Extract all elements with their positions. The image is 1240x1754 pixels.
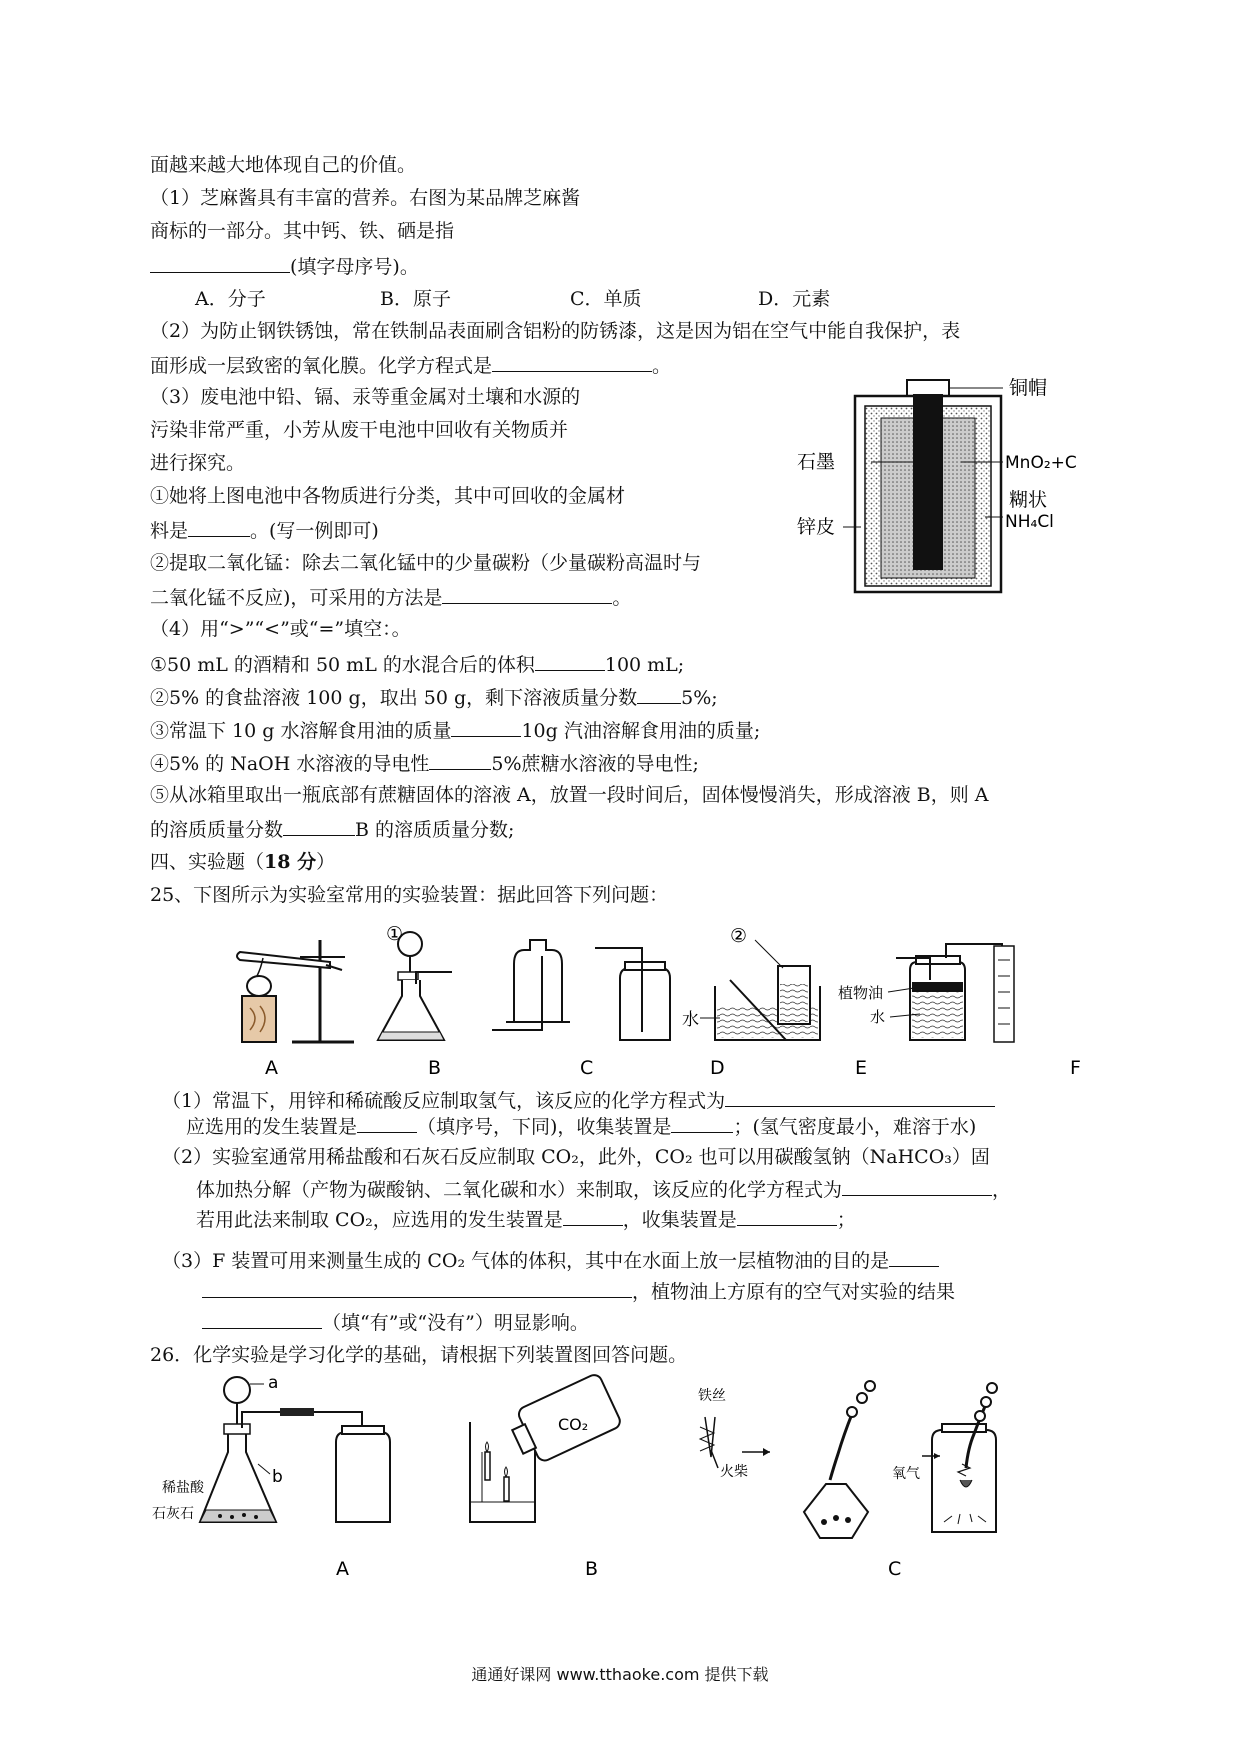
option-c: C．单质 bbox=[570, 288, 642, 310]
footer-credit: 通通好课网 www.tthaoke.com 提供下载 bbox=[471, 1665, 769, 1684]
answer-blank[interactable] bbox=[188, 516, 250, 537]
q24-part1-line1: （1）芝麻酱具有丰富的营养。右图为某品牌芝麻酱 bbox=[150, 187, 581, 209]
q25-s3-line1: （3）F 装置可用来测量生成的 CO₂ 气体的体积，其中在水面上放一层植物油的目的是 bbox=[162, 1246, 939, 1274]
option-d: D．元素 bbox=[758, 288, 831, 310]
iron-wire-label: 铁丝 bbox=[698, 1388, 726, 1404]
q24-part2-line2: 面形成一层致密的氧化膜。化学方程式是 。 bbox=[150, 351, 671, 379]
q24-part3-line4: ①她将上图电池中各物质进行分类，其中可回收的金属材 bbox=[150, 485, 626, 507]
q25-s3-line3: （填“有”或“没有”）明显影响。 bbox=[202, 1308, 589, 1336]
q25-stem: 25、下图所示为实验室常用的实验装置：据此回答下列问题： bbox=[150, 884, 669, 906]
answer-blank[interactable] bbox=[283, 815, 355, 836]
q24-part1-line2: 商标的一部分。其中钙、铁、硒是指 bbox=[150, 220, 455, 242]
fig-label-c: C bbox=[580, 1057, 594, 1079]
answer-blank[interactable] bbox=[671, 1112, 733, 1133]
hint-text: (填字母序号)。 bbox=[290, 256, 419, 278]
mno2-label: MnO₂+C bbox=[1005, 453, 1077, 473]
option-b: B．原子 bbox=[380, 288, 451, 310]
q24-part4-item2: ②5% 的食盐溶液 100 g，取出 50 g，剩下溶液质量分数 5%; bbox=[150, 683, 718, 711]
answer-blank[interactable] bbox=[202, 1308, 322, 1329]
q24-part4-line: （4）用“>”“<”或“=”填空：。 bbox=[150, 618, 411, 640]
q25-s3-line2: ，植物油上方原有的空气对实验的结果 bbox=[202, 1277, 955, 1305]
answer-blank[interactable] bbox=[492, 351, 652, 372]
answer-blank[interactable] bbox=[563, 1205, 623, 1226]
zinc-label: 锌皮 bbox=[797, 516, 836, 538]
oxygen-label: 氧气 bbox=[892, 1466, 920, 1482]
answer-blank[interactable] bbox=[451, 716, 521, 737]
limestone-label: 石灰石 bbox=[152, 1506, 194, 1522]
answer-blank[interactable] bbox=[842, 1175, 992, 1196]
water-label-f: 水 bbox=[870, 1008, 886, 1026]
q24-part4-item3: ③常温下 10 g 水溶解食用油的质量 10g 汽油溶解食用油的质量; bbox=[150, 716, 760, 744]
answer-blank[interactable] bbox=[737, 1205, 837, 1226]
answer-blank[interactable] bbox=[442, 583, 612, 604]
q25-s2-line3: 若用此法来制取 CO₂，应选用的发生装置是 ，收集装置是 ； bbox=[196, 1205, 856, 1233]
answer-blank[interactable] bbox=[637, 683, 681, 704]
label-b-small: b bbox=[272, 1467, 283, 1487]
marker-2: ② bbox=[730, 925, 748, 947]
section-title: 四、实验题（18 分） bbox=[150, 851, 336, 873]
answer-blank[interactable] bbox=[150, 252, 290, 273]
battery-diagram bbox=[795, 372, 1095, 602]
apparatus-d bbox=[595, 948, 670, 1040]
q24-part3-line7: 二氧化锰不反应)，可采用的方法是 。 bbox=[150, 583, 631, 611]
q24-part4-item5-cont: 的溶质质量分数 B 的溶质质量分数; bbox=[150, 815, 514, 843]
graphite-label: 石墨 bbox=[797, 451, 836, 473]
oil-label: 植物油 bbox=[838, 984, 884, 1002]
figure-a bbox=[152, 1373, 390, 1522]
nh4cl-label: NH₄Cl bbox=[1005, 512, 1054, 532]
answer-blank[interactable] bbox=[725, 1086, 995, 1107]
apparatus-a bbox=[237, 940, 354, 1042]
q24-part4-item4: ④5% 的 NaOH 水溶液的导电性 5%蔗糖水溶液的导电性; bbox=[150, 749, 699, 777]
water-label-e: 水 bbox=[682, 1010, 699, 1030]
q24-part1-line3 bbox=[150, 252, 419, 280]
figure-c bbox=[698, 1381, 997, 1538]
q24-part3-line2: 污染非常严重，小芳从废干电池中回收有关物质并 bbox=[150, 419, 569, 441]
paste-label: 糊状 bbox=[1009, 489, 1048, 511]
option-a: A．分子 bbox=[195, 288, 266, 310]
q24-part4-item1: ①50 mL 的酒精和 50 mL 的水混合后的体积 100 mL; bbox=[150, 650, 684, 678]
fig-label-e: E bbox=[855, 1057, 868, 1079]
answer-blank[interactable] bbox=[202, 1277, 632, 1298]
q26-stem: 26．化学实验是学习化学的基础，请根据下列装置图回答问题。 bbox=[150, 1344, 688, 1366]
apparatus-e bbox=[682, 925, 820, 1040]
q24-part2-line1: （2）为防止钢铁锈蚀，常在铁制品表面刷含铝粉的防锈漆，这是因为铝在空气中能自我保护，表 bbox=[150, 320, 961, 342]
q25-s1-line2: 应选用的发生装置是 （填序号，下同)，收集装置是 ；(氢气密度最小，难溶于水) bbox=[186, 1112, 976, 1140]
q25-apparatus-figure bbox=[230, 910, 1130, 1080]
fig-label-d: D bbox=[710, 1057, 725, 1079]
apparatus-b bbox=[378, 932, 452, 1040]
fig-label-a: A bbox=[265, 1057, 278, 1079]
fig26-label-c: C bbox=[888, 1558, 902, 1580]
answer-blank[interactable] bbox=[535, 650, 605, 671]
intro-line: 面越来越大地体现自己的价值。 bbox=[150, 154, 417, 176]
q25-s1-line1: （1）常温下，用锌和稀硫酸反应制取氢气，该反应的化学方程式为 bbox=[162, 1086, 995, 1114]
co2-label: CO₂ bbox=[558, 1415, 589, 1434]
q24-part3-line5: 料是 。(写一例即可) bbox=[150, 516, 379, 544]
q24-part3-line3: 进行探究。 bbox=[150, 452, 246, 474]
fig-label-f: F bbox=[1070, 1057, 1081, 1079]
apparatus-f bbox=[838, 944, 1014, 1042]
fig26-label-b: B bbox=[585, 1558, 599, 1580]
copper-cap-label: 铜帽 bbox=[1009, 377, 1048, 399]
q25-s2-line1: （2）实验室通常用稀盐酸和石灰石反应制取 CO₂，此外，CO₂ 也可以用碳酸氢钠（NaHCO₃）固 bbox=[162, 1146, 990, 1168]
answer-blank[interactable] bbox=[889, 1246, 939, 1267]
answer-blank[interactable] bbox=[357, 1112, 417, 1133]
label-a-small: a bbox=[268, 1373, 279, 1393]
answer-blank[interactable] bbox=[429, 749, 491, 770]
match-label: 火柴 bbox=[720, 1464, 748, 1480]
q24-part3-line6: ②提取二氧化锰：除去二氧化锰中的少量碳粉（少量碳粉高温时与 bbox=[150, 552, 702, 574]
figure-b bbox=[470, 1372, 622, 1522]
marker-1: ① bbox=[386, 923, 404, 945]
q24-part3-line1: （3）废电池中铅、镉、汞等重金属对土壤和水源的 bbox=[150, 386, 581, 408]
fig-label-b: B bbox=[428, 1057, 442, 1079]
fig26-label-a: A bbox=[336, 1558, 349, 1580]
q26-figure bbox=[140, 1372, 1140, 1582]
apparatus-c bbox=[492, 940, 570, 1030]
acid-label: 稀盐酸 bbox=[162, 1480, 204, 1496]
q24-part4-item5: ⑤从冰箱里取出一瓶底部有蔗糖固体的溶液 A，放置一段时间后，固体慢慢消失，形成溶液 B，则 A bbox=[150, 784, 989, 806]
q25-s2-line2: 体加热分解（产物为碳酸钠、二氧化碳和水）来制取，该反应的化学方程式为 ， bbox=[196, 1175, 1011, 1203]
